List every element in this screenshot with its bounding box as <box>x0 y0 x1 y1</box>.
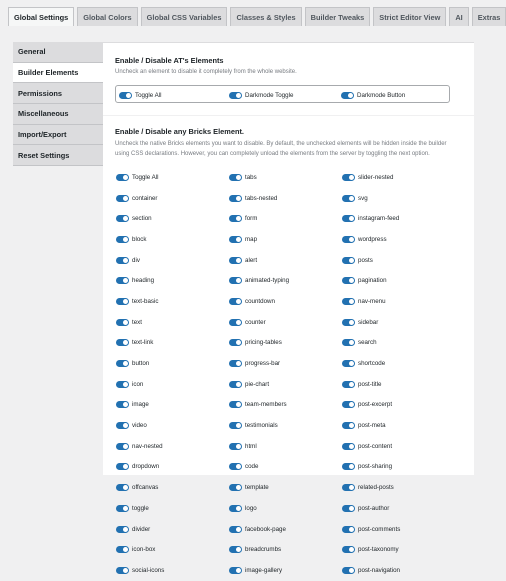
toggle-switch[interactable] <box>342 505 355 512</box>
toggle-label: video <box>132 422 147 430</box>
toggle-switch[interactable] <box>116 174 129 181</box>
toggle-switch[interactable] <box>116 567 129 574</box>
element-toggle[interactable] <box>229 378 269 390</box>
at-toggle-darkmode-button[interactable] <box>341 89 405 101</box>
toggle-label: related-posts <box>358 484 394 492</box>
element-toggle[interactable] <box>229 358 280 370</box>
element-toggle[interactable] <box>116 213 152 225</box>
toggle-label: svg <box>358 194 368 202</box>
toggle-label: icon <box>132 380 144 388</box>
toggle-label: Darkmode Toggle <box>245 91 294 99</box>
toggle-label: Toggle All <box>135 91 162 99</box>
toggle-label: button <box>132 360 150 368</box>
toggle-switch[interactable] <box>229 215 242 222</box>
element-toggle[interactable] <box>229 171 257 183</box>
at-elements-description: Uncheck an element to disable it completely from the whole website. <box>115 69 297 75</box>
toggle-switch[interactable] <box>342 236 355 243</box>
toggle-switch[interactable] <box>119 92 132 99</box>
toggle-label: divider <box>132 525 151 533</box>
toggle-label: sidebar <box>358 318 379 326</box>
bricks-elements-title: Enable / Disable any Bricks Element. <box>115 127 244 136</box>
toggle-switch[interactable] <box>116 505 129 512</box>
toggle-switch[interactable] <box>342 319 355 326</box>
sidebar-item-builder-elements[interactable]: Builder Elements <box>13 63 103 84</box>
element-toggle[interactable] <box>116 564 164 576</box>
element-toggle[interactable] <box>229 420 278 432</box>
toggle-label: heading <box>132 277 155 285</box>
element-toggle[interactable] <box>342 544 399 556</box>
toggle-switch[interactable] <box>116 484 129 491</box>
toggle-switch[interactable] <box>342 401 355 408</box>
element-toggle[interactable] <box>229 523 286 535</box>
toggle-switch[interactable] <box>229 195 242 202</box>
toggle-switch[interactable] <box>342 174 355 181</box>
toggle-label: countdown <box>245 297 275 305</box>
toggle-switch[interactable] <box>342 526 355 533</box>
toggle-switch[interactable] <box>116 381 129 388</box>
element-toggle[interactable] <box>229 461 258 473</box>
toggle-label: post-content <box>358 442 393 450</box>
toggle-label: tabs-nested <box>245 194 278 202</box>
element-toggle[interactable] <box>342 233 387 245</box>
toggle-label: logo <box>245 504 257 512</box>
element-toggle[interactable] <box>342 316 378 328</box>
toggle-label: text-basic <box>132 297 159 305</box>
toggle-switch[interactable] <box>229 546 242 553</box>
toggle-switch[interactable] <box>116 339 129 346</box>
toggle-label: pie-chart <box>245 380 270 388</box>
element-toggle[interactable] <box>116 544 155 556</box>
toggle-switch[interactable] <box>116 215 129 222</box>
element-toggle[interactable] <box>342 399 392 411</box>
tab-global-colors[interactable]: Global Colors <box>77 7 137 26</box>
element-toggle[interactable] <box>342 440 392 452</box>
toggle-switch[interactable] <box>116 257 129 264</box>
toggle-switch[interactable] <box>229 443 242 450</box>
tab-extras[interactable]: Extras <box>472 7 506 26</box>
element-toggle[interactable] <box>229 213 257 225</box>
bricks-elements-description: Uncheck the native Bricks elements you want to disable. By default, the unchecked elements will be hidden inside the builder using CSS declarations. However, you can completely unload the elements from the server by toggling the next option. <box>115 141 447 157</box>
toggle-switch[interactable] <box>342 484 355 491</box>
toggle-label: html <box>245 442 257 450</box>
tab-global-settings[interactable]: Global Settings <box>8 7 74 26</box>
toggle-label: nav-nested <box>132 442 163 450</box>
toggle-label: text-link <box>132 339 154 347</box>
toggle-label: posts <box>358 256 373 264</box>
element-toggle[interactable] <box>342 523 400 535</box>
element-toggle[interactable] <box>229 399 287 411</box>
element-toggle[interactable] <box>229 482 269 494</box>
element-toggle[interactable] <box>342 254 373 266</box>
toggle-switch[interactable] <box>229 339 242 346</box>
toggle-label: offcanvas <box>132 484 159 492</box>
element-toggle[interactable] <box>116 233 146 245</box>
toggle-label: div <box>132 256 140 264</box>
element-toggle[interactable] <box>116 502 149 514</box>
sidebar-item-import-export[interactable]: Import/Export <box>13 125 103 146</box>
toggle-label: image-gallery <box>245 566 283 574</box>
toggle-label: tabs <box>245 173 257 181</box>
toggle-label: template <box>245 484 269 492</box>
toggle-switch[interactable] <box>229 484 242 491</box>
at-toggle-all[interactable] <box>119 89 162 101</box>
element-toggle[interactable] <box>342 358 385 370</box>
element-toggle[interactable] <box>342 461 392 473</box>
element-toggle[interactable] <box>342 482 394 494</box>
toggle-switch[interactable] <box>229 236 242 243</box>
toggle-switch[interactable] <box>342 257 355 264</box>
toggle-label: icon-box <box>132 546 156 554</box>
element-toggle[interactable] <box>116 461 159 473</box>
toggle-label: facebook-page <box>245 525 286 533</box>
toggle-label: wordpress <box>358 235 387 243</box>
toggle-switch[interactable] <box>229 463 242 470</box>
toggle-label: map <box>245 235 258 243</box>
toggle-switch[interactable] <box>229 401 242 408</box>
toggle-label: search <box>358 339 377 347</box>
toggle-label: post-taxonomy <box>358 546 399 554</box>
toggle-switch[interactable] <box>342 381 355 388</box>
toggle-switch[interactable] <box>116 546 129 553</box>
element-toggle[interactable] <box>229 544 281 556</box>
element-toggle[interactable] <box>116 275 154 287</box>
toggle-switch[interactable] <box>341 92 354 99</box>
toggle-label: counter <box>245 318 266 326</box>
element-toggle[interactable] <box>342 378 381 390</box>
element-toggle[interactable] <box>342 192 368 204</box>
toggle-switch[interactable] <box>229 505 242 512</box>
element-toggle[interactable] <box>342 213 399 225</box>
toggle-label: post-navigation <box>358 566 400 574</box>
toggle-label: container <box>132 194 158 202</box>
toggle-label: text <box>132 318 142 326</box>
element-toggle[interactable] <box>116 482 158 494</box>
toggle-label: nav-menu <box>358 297 386 305</box>
element-toggle[interactable] <box>116 378 143 390</box>
element-toggle[interactable] <box>229 254 257 266</box>
element-toggle[interactable] <box>116 440 163 452</box>
toggle-label: breadcrumbs <box>245 546 282 554</box>
toggle-switch[interactable] <box>342 298 355 305</box>
element-toggle[interactable] <box>229 295 275 307</box>
sidebar-item-permissions[interactable]: Permissions <box>13 83 103 104</box>
element-toggle[interactable] <box>342 171 393 183</box>
toggle-switch[interactable] <box>229 277 242 284</box>
toggle-switch[interactable] <box>116 422 129 429</box>
toggle-label: progress-bar <box>245 360 281 368</box>
toggle-label: post-author <box>358 504 390 512</box>
element-toggle[interactable] <box>342 295 386 307</box>
toggle-switch[interactable] <box>342 463 355 470</box>
element-toggle[interactable] <box>342 420 386 432</box>
toggle-switch[interactable] <box>116 401 129 408</box>
toggle-switch[interactable] <box>116 195 129 202</box>
tab-ai[interactable]: AI <box>449 7 468 26</box>
sidebar-item-reset-settings[interactable]: Reset Settings <box>13 145 103 166</box>
toggle-label: Toggle All <box>132 173 159 181</box>
toggle-label: slider-nested <box>358 173 394 181</box>
settings-panel <box>103 42 474 574</box>
at-elements-box <box>115 85 450 103</box>
toggle-switch[interactable] <box>229 174 242 181</box>
toggle-label: animated-typing <box>245 277 290 285</box>
tab-global-css-variables[interactable]: Global CSS Variables <box>141 7 228 26</box>
toggle-switch[interactable] <box>342 277 355 284</box>
element-toggle[interactable] <box>229 337 282 349</box>
toggle-switch[interactable] <box>229 381 242 388</box>
at-elements-title: Enable / Disable AT's Elements <box>115 56 224 65</box>
toggle-label: team-members <box>245 401 287 409</box>
toggle-switch[interactable] <box>342 339 355 346</box>
sidebar-item-general[interactable]: General <box>13 42 103 63</box>
toggle-switch[interactable] <box>342 360 355 367</box>
element-toggle[interactable] <box>229 502 257 514</box>
toggle-switch[interactable] <box>229 319 242 326</box>
tab-builder-tweaks[interactable]: Builder Tweaks <box>305 7 371 26</box>
toggle-switch[interactable] <box>229 298 242 305</box>
toggle-switch[interactable] <box>116 463 129 470</box>
toggle-label: shortcode <box>358 360 386 368</box>
toggle-label: form <box>245 215 258 223</box>
toggle-switch[interactable] <box>229 92 242 99</box>
toggle-label: dropdown <box>132 463 160 471</box>
toggle-label: post-excerpt <box>358 401 393 409</box>
toggle-label: toggle <box>132 504 149 512</box>
element-toggle[interactable] <box>116 316 142 328</box>
toggle-switch[interactable] <box>342 215 355 222</box>
element-toggle[interactable] <box>116 337 153 349</box>
toggle-switch[interactable] <box>229 257 242 264</box>
toggle-switch[interactable] <box>342 546 355 553</box>
element-toggle[interactable] <box>229 192 277 204</box>
toggle-switch[interactable] <box>342 443 355 450</box>
element-toggle[interactable] <box>342 337 377 349</box>
toggle-switch[interactable] <box>229 567 242 574</box>
toggle-label: alert <box>245 256 258 264</box>
toggle-label: pricing-tables <box>245 339 282 347</box>
top-tab-bar <box>8 7 501 26</box>
element-toggle[interactable] <box>342 502 389 514</box>
tab-classes-styles[interactable]: Classes & Styles <box>230 7 301 26</box>
element-toggle[interactable] <box>116 358 149 370</box>
toggle-label: instagram-feed <box>358 215 400 223</box>
toggle-label: pagination <box>358 277 387 285</box>
element-toggle[interactable] <box>116 420 147 432</box>
element-toggle[interactable] <box>116 399 149 411</box>
sidebar-item-miscellaneous[interactable]: Miscellaneous <box>13 104 103 125</box>
toggle-label: Darkmode Button <box>357 91 406 99</box>
toggle-label: code <box>245 463 259 471</box>
toggle-label: post-meta <box>358 422 386 430</box>
element-toggle[interactable] <box>116 523 150 535</box>
toggle-label: social-icons <box>132 566 165 574</box>
bricks-elements-grid <box>116 167 466 581</box>
toggle-label: image <box>132 401 149 409</box>
toggle-switch[interactable] <box>229 526 242 533</box>
at-toggle-darkmode-toggle[interactable] <box>229 89 293 101</box>
element-toggle[interactable] <box>229 316 266 328</box>
toggle-switch[interactable] <box>116 236 129 243</box>
toggle-switch[interactable] <box>116 526 129 533</box>
toggle-label: post-comments <box>358 525 401 533</box>
toggle-switch[interactable] <box>116 277 129 284</box>
toggle-label: block <box>132 235 147 243</box>
toggle-label: post-title <box>358 380 382 388</box>
toggle-label: section <box>132 215 152 223</box>
element-toggle[interactable] <box>229 275 289 287</box>
toggle-switch[interactable] <box>116 443 129 450</box>
toggle-switch[interactable] <box>229 360 242 367</box>
toggle-switch[interactable] <box>116 360 129 367</box>
toggle-switch[interactable] <box>116 319 129 326</box>
tab-strict-editor-view[interactable]: Strict Editor View <box>373 7 446 26</box>
toggle-switch[interactable] <box>342 195 355 202</box>
element-toggle[interactable] <box>116 295 158 307</box>
section-divider <box>103 115 474 121</box>
element-toggle[interactable] <box>229 233 257 245</box>
toggle-switch[interactable] <box>116 298 129 305</box>
element-toggle[interactable] <box>116 254 140 266</box>
settings-sidebar <box>13 42 103 166</box>
element-toggle[interactable] <box>229 564 282 576</box>
toggle-switch[interactable] <box>342 422 355 429</box>
toggle-label: post-sharing <box>358 463 393 471</box>
toggle-switch[interactable] <box>229 422 242 429</box>
element-toggle[interactable] <box>229 440 257 452</box>
toggle-switch[interactable] <box>342 567 355 574</box>
element-toggle[interactable] <box>116 171 159 183</box>
element-toggle[interactable] <box>116 192 157 204</box>
element-toggle[interactable] <box>342 564 400 576</box>
toggle-label: testimonials <box>245 422 278 430</box>
element-toggle[interactable] <box>342 275 387 287</box>
